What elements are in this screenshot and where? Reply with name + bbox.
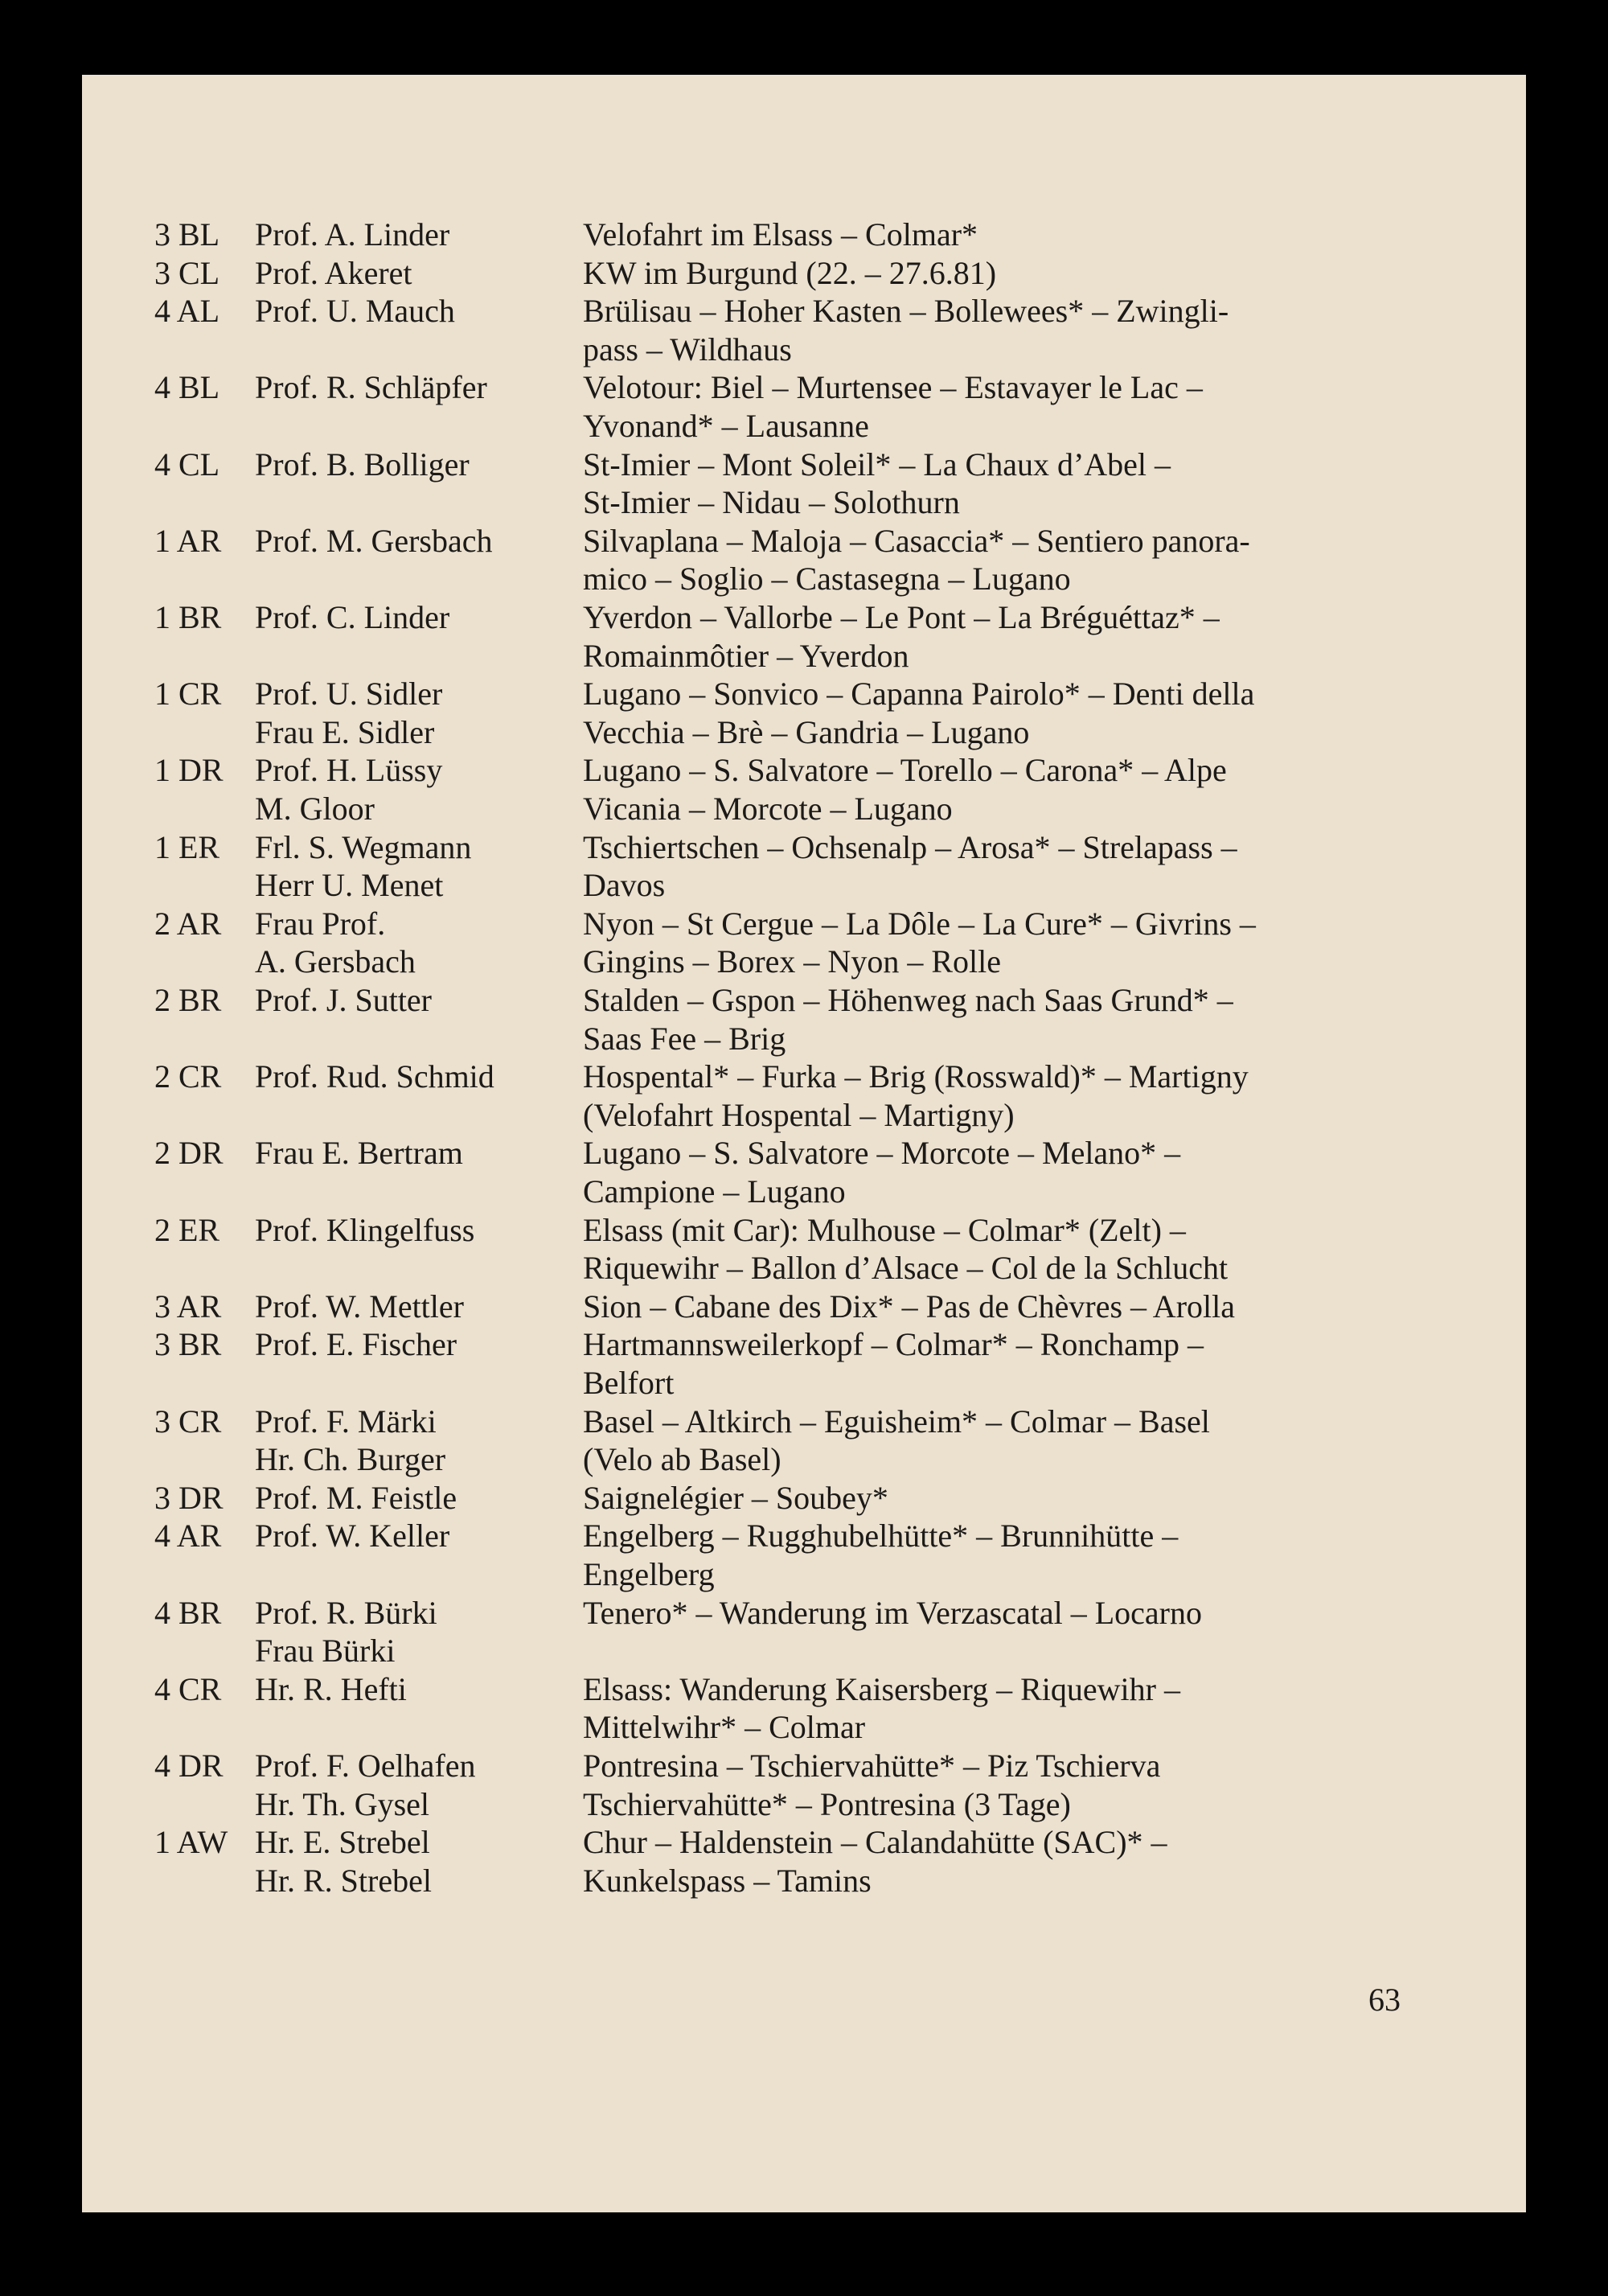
leader-name: Frau Prof. xyxy=(255,905,386,942)
leader-name: Prof. M. Feistle xyxy=(255,1479,457,1516)
route-description: Lugano – S. Salvatore – Morcote – Melano* – xyxy=(583,1135,1181,1172)
class-label: 2 BR xyxy=(154,982,222,1018)
route-description: Riquewihr – Ballon d’Alsace – Col de la Schlucht xyxy=(583,1250,1229,1287)
class-label: 4 CL xyxy=(154,446,220,483)
page xyxy=(82,75,1526,2212)
class-label: 3 CL xyxy=(154,254,220,291)
class-label: 3 BR xyxy=(154,1326,222,1363)
route-description: Campione – Lugano xyxy=(583,1173,846,1210)
route-description: Yverdon – Vallorbe – Le Pont – La Bréguéttaz* – xyxy=(583,599,1220,635)
route-description: (Velo ab Basel) xyxy=(583,1441,781,1478)
leader-name: Hr. Ch. Burger xyxy=(255,1441,446,1478)
leader-name: Prof. R. Bürki xyxy=(255,1594,437,1631)
class-label: 4 CR xyxy=(154,1670,222,1707)
route-description: Lugano – S. Salvatore – Torello – Carona* – Alpe xyxy=(583,752,1227,789)
route-description: Engelberg – Rugghubelhütte* – Brunnihütte – xyxy=(583,1518,1179,1555)
leader-name: Prof. F. Oelhafen xyxy=(255,1748,476,1784)
class-label: 1 BR xyxy=(154,599,222,635)
class-label: 3 BL xyxy=(154,216,220,253)
leader-name: Prof. M. Gersbach xyxy=(255,522,493,559)
page-number: 63 xyxy=(1368,1982,1401,2018)
leader-name: M. Gloor xyxy=(255,791,375,827)
route-description: (Velofahrt Hospental – Martigny) xyxy=(583,1096,1015,1133)
route-description: Lugano – Sonvico – Capanna Pairolo* – Denti della xyxy=(583,676,1255,713)
route-description: Kunkelspass – Tamins xyxy=(583,1862,872,1899)
leader-name: Prof. A. Linder xyxy=(255,216,450,253)
leader-name: Prof. Rud. Schmid xyxy=(255,1058,494,1095)
route-description: Silvaplana – Maloja – Casaccia* – Sentiero panora- xyxy=(583,522,1250,559)
class-label: 4 BR xyxy=(154,1594,222,1631)
route-description: pass – Wildhaus xyxy=(583,331,792,368)
class-label: 2 DR xyxy=(154,1135,224,1172)
class-label: 1 DR xyxy=(154,752,224,789)
class-label: 3 DR xyxy=(154,1479,224,1516)
class-label: 3 AR xyxy=(154,1288,222,1325)
class-label: 1 ER xyxy=(154,828,220,865)
route-description: Vecchia – Brè – Gandria – Lugano xyxy=(583,713,1030,750)
route-description: Basel – Altkirch – Eguisheim* – Colmar – Basel xyxy=(583,1403,1210,1440)
route-description: Pontresina – Tschiervahütte* – Piz Tschierva xyxy=(583,1748,1161,1784)
leader-name: Frau Bürki xyxy=(255,1633,396,1670)
route-description: Belfort xyxy=(583,1365,675,1401)
route-description: mico – Soglio – Castasegna – Lugano xyxy=(583,561,1071,598)
route-description: Stalden – Gspon – Höhenweg nach Saas Grund* – xyxy=(583,982,1233,1018)
leader-name: Frau E. Bertram xyxy=(255,1135,463,1172)
route-description: St-Imier – Mont Soleil* – La Chaux d’Abel – xyxy=(583,446,1171,483)
leader-name: Prof. U. Sidler xyxy=(255,676,443,713)
route-description: Romainmôtier – Yverdon xyxy=(583,637,909,674)
route-description: Velotour: Biel – Murtensee – Estavayer le Lac – xyxy=(583,369,1203,406)
route-description: Hospental* – Furka – Brig (Rosswald)* – Martigny xyxy=(583,1058,1249,1095)
route-description: Hartmannsweilerkopf – Colmar* – Ronchamp – xyxy=(583,1326,1204,1363)
class-label: 4 AR xyxy=(154,1518,222,1555)
route-description: Sion – Cabane des Dix* – Pas de Chèvres – Arolla xyxy=(583,1288,1235,1325)
leader-name: Herr U. Menet xyxy=(255,867,444,904)
route-description: St-Imier – Nidau – Solothurn xyxy=(583,484,960,521)
leader-name: Prof. R. Schläpfer xyxy=(255,369,487,406)
class-label: 2 AR xyxy=(154,905,222,942)
leader-name: Prof. F. Märki xyxy=(255,1403,437,1440)
leader-name: Hr. R. Hefti xyxy=(255,1670,407,1707)
class-label: 1 CR xyxy=(154,676,222,713)
leader-name: Frl. S. Wegmann xyxy=(255,828,472,865)
route-description: Saignelégier – Soubey* xyxy=(583,1479,888,1516)
route-description: Saas Fee – Brig xyxy=(583,1020,786,1057)
route-description: Elsass (mit Car): Mulhouse – Colmar* (Zelt) – xyxy=(583,1211,1186,1248)
route-description: Mittelwihr* – Colmar xyxy=(583,1709,866,1746)
route-description: Engelberg xyxy=(583,1556,715,1592)
class-label: 1 AW xyxy=(154,1824,228,1861)
class-label: 1 AR xyxy=(154,522,222,559)
leader-name: Prof. C. Linder xyxy=(255,599,450,635)
leader-name: Hr. R. Strebel xyxy=(255,1862,432,1899)
route-description: Davos xyxy=(583,867,666,904)
route-description: Nyon – St Cergue – La Dôle – La Cure* – Givrins – xyxy=(583,905,1256,942)
leader-name: Hr. E. Strebel xyxy=(255,1824,430,1861)
leader-name: A. Gersbach xyxy=(255,943,416,980)
leader-name: Prof. B. Bolliger xyxy=(255,446,470,483)
route-description: Tschiertschen – Ochsenalp – Arosa* – Strelapass – xyxy=(583,828,1237,865)
class-label: 2 CR xyxy=(154,1058,222,1095)
leader-name: Hr. Th. Gysel xyxy=(255,1785,430,1822)
leader-name: Prof. Klingelfuss xyxy=(255,1211,475,1248)
route-description: Vicania – Morcote – Lugano xyxy=(583,791,953,827)
route-description: Elsass: Wanderung Kaisersberg – Riquewihr – xyxy=(583,1670,1180,1707)
class-label: 2 ER xyxy=(154,1211,220,1248)
route-description: KW im Burgund (22. – 27.6.81) xyxy=(583,254,997,291)
route-description: Yvonand* – Lausanne xyxy=(583,408,869,444)
leader-name: Frau E. Sidler xyxy=(255,713,435,750)
leader-name: Prof. U. Mauch xyxy=(255,293,455,330)
route-description: Tenero* – Wanderung im Verzascatal – Locarno xyxy=(583,1594,1202,1631)
class-label: 4 AL xyxy=(154,293,220,330)
class-label: 3 CR xyxy=(154,1403,222,1440)
route-description: Chur – Haldenstein – Calandahütte (SAC)* – xyxy=(583,1824,1167,1861)
leader-name: Prof. W. Keller xyxy=(255,1518,450,1555)
class-label: 4 BL xyxy=(154,369,220,406)
route-description: Tschiervahütte* – Pontresina (3 Tage) xyxy=(583,1785,1071,1822)
class-label: 4 DR xyxy=(154,1748,224,1784)
leader-name: Prof. Akeret xyxy=(255,254,412,291)
leader-name: Prof. H. Lüssy xyxy=(255,752,443,789)
route-description: Velofahrt im Elsass – Colmar* xyxy=(583,216,978,253)
leader-name: Prof. J. Sutter xyxy=(255,982,432,1018)
route-description: Gingins – Borex – Nyon – Rolle xyxy=(583,943,1001,980)
leader-name: Prof. W. Mettler xyxy=(255,1288,464,1325)
route-description: Brülisau – Hoher Kasten – Bollewees* – Zwingli- xyxy=(583,293,1229,330)
leader-name: Prof. E. Fischer xyxy=(255,1326,457,1363)
